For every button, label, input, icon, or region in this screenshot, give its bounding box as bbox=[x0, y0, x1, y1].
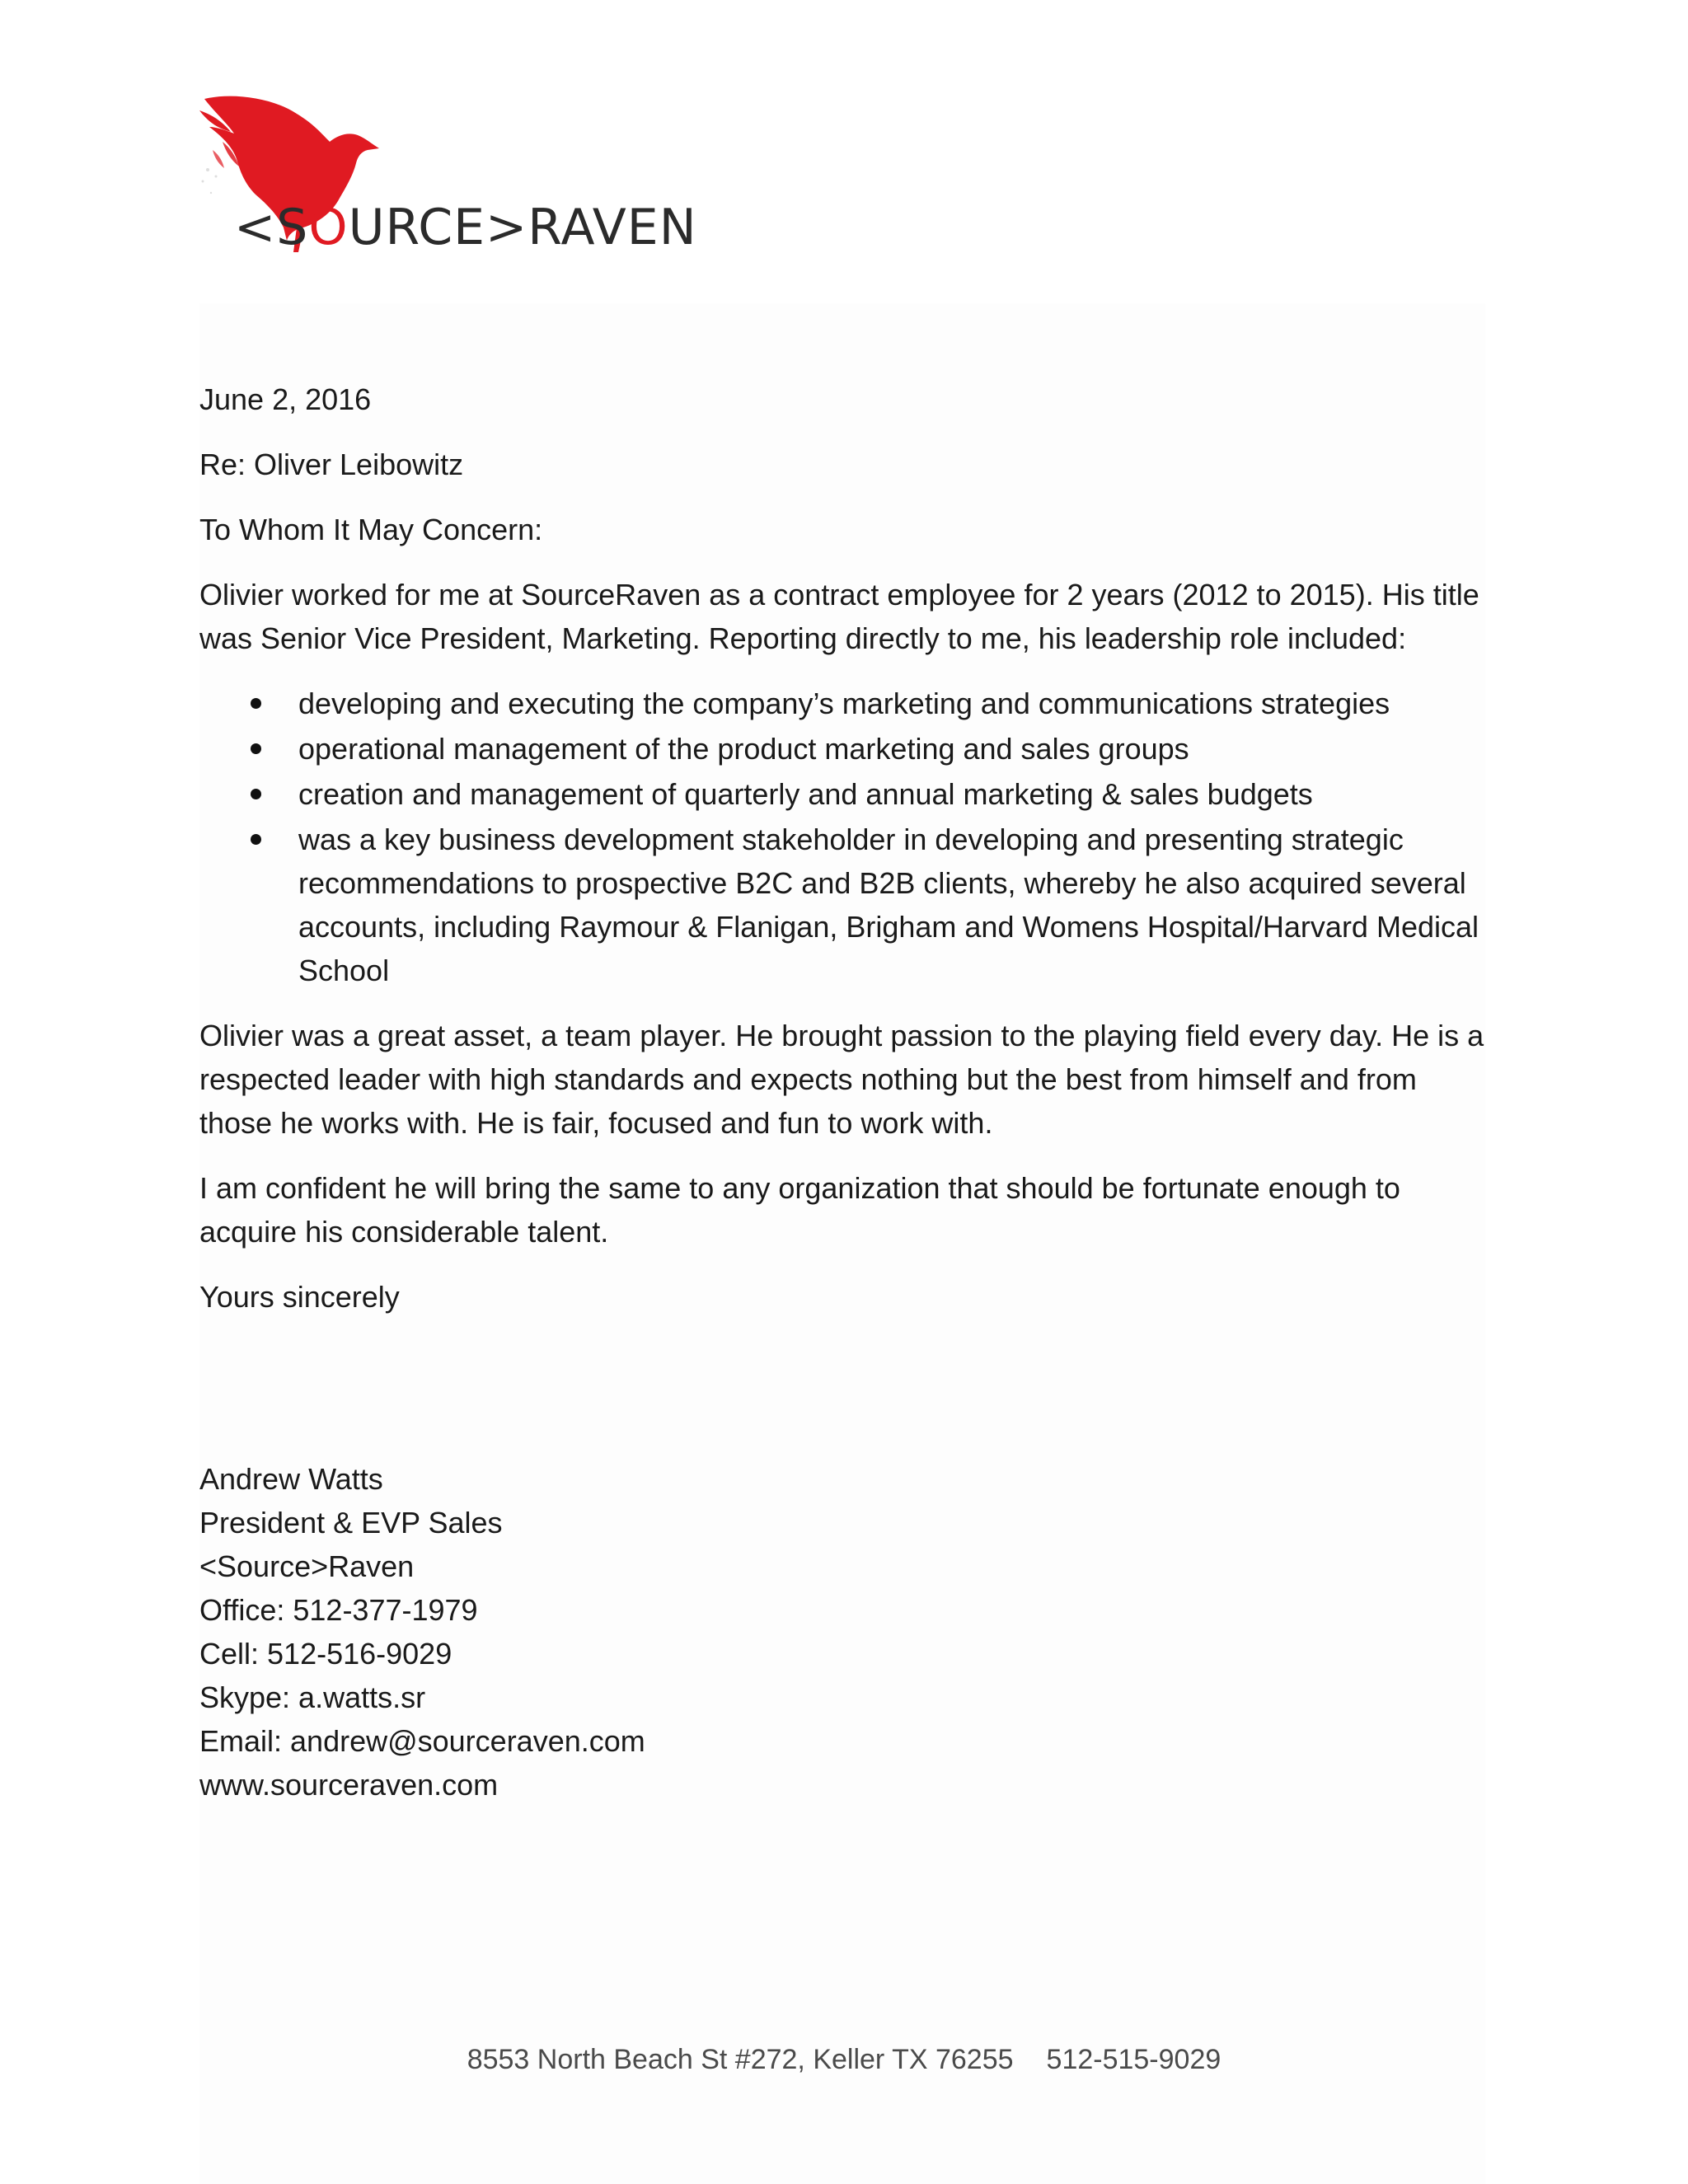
signature-block bbox=[199, 1457, 1485, 1807]
letter-body bbox=[199, 377, 1485, 1807]
footer-phone: 512-515-9029 bbox=[1046, 2044, 1221, 2075]
footer-address: 8553 North Beach St #272, Keller TX 76255 bbox=[467, 2044, 1014, 2075]
signer-skype: Skype: a.watts.sr bbox=[199, 1680, 426, 1714]
responsibilities-list bbox=[199, 682, 1485, 992]
signer-title: President & EVP Sales bbox=[199, 1506, 503, 1540]
list-item: was a key business development stakeholder in developing and presenting strategic recommendations to prospective B2C and B2B clients, whereby he also acquired several accounts, including Raymour & Flanigan, Brigham and Womens Hospital/Harvard Medical School bbox=[199, 818, 1485, 992]
recommendation-paragraph: I am confident he will bring the same to any organization that should be fortunate enough to acquire his considerable talent. bbox=[199, 1171, 1400, 1249]
letter-footer bbox=[0, 2044, 1688, 2076]
logo-o: O bbox=[308, 199, 349, 256]
bullet-icon bbox=[251, 698, 261, 709]
logo-prefix: <S bbox=[234, 199, 309, 256]
letter-date: June 2, 2016 bbox=[199, 382, 372, 416]
signer-name: Andrew Watts bbox=[199, 1462, 383, 1496]
list-item: operational management of the product marketing and sales groups bbox=[199, 727, 1485, 771]
bullet-icon bbox=[251, 743, 261, 754]
signer-email: Email: andrew@sourceraven.com bbox=[199, 1724, 645, 1758]
logo-suffix: URCE>RAVEN bbox=[348, 199, 697, 256]
signer-website: www.sourceraven.com bbox=[199, 1768, 499, 1802]
bullet-icon bbox=[251, 834, 261, 845]
praise-paragraph: Olivier was a great asset, a team player. He brought passion to the playing field every day. He is a respected leader with high standards and expects nothing but the best from himself and from those he works with. He is fair, focused and fun to work with. bbox=[199, 1019, 1484, 1140]
letter-subject: Re: Oliver Leibowitz bbox=[199, 448, 464, 481]
letter-closing: Yours sincerely bbox=[199, 1280, 400, 1314]
signer-office-phone: Office: 512-377-1979 bbox=[199, 1593, 478, 1627]
signer-cell-phone: Cell: 512-516-9029 bbox=[199, 1637, 452, 1671]
intro-paragraph: Olivier worked for me at SourceRaven as a contract employee for 2 years (2012 to 2015). His title was Senior Vice President, Marketing. Reporting directly to me, his leadership role included: bbox=[199, 578, 1479, 655]
signer-company: <Source>Raven bbox=[199, 1549, 415, 1583]
company-logo bbox=[198, 91, 697, 268]
bullet-icon bbox=[251, 789, 261, 799]
letter-salutation: To Whom It May Concern: bbox=[199, 513, 543, 546]
list-item: developing and executing the company’s marketing and communications strategies bbox=[199, 682, 1485, 725]
list-item: creation and management of quarterly and annual marketing & sales budgets bbox=[199, 772, 1485, 816]
logo-wordmark bbox=[234, 199, 697, 256]
